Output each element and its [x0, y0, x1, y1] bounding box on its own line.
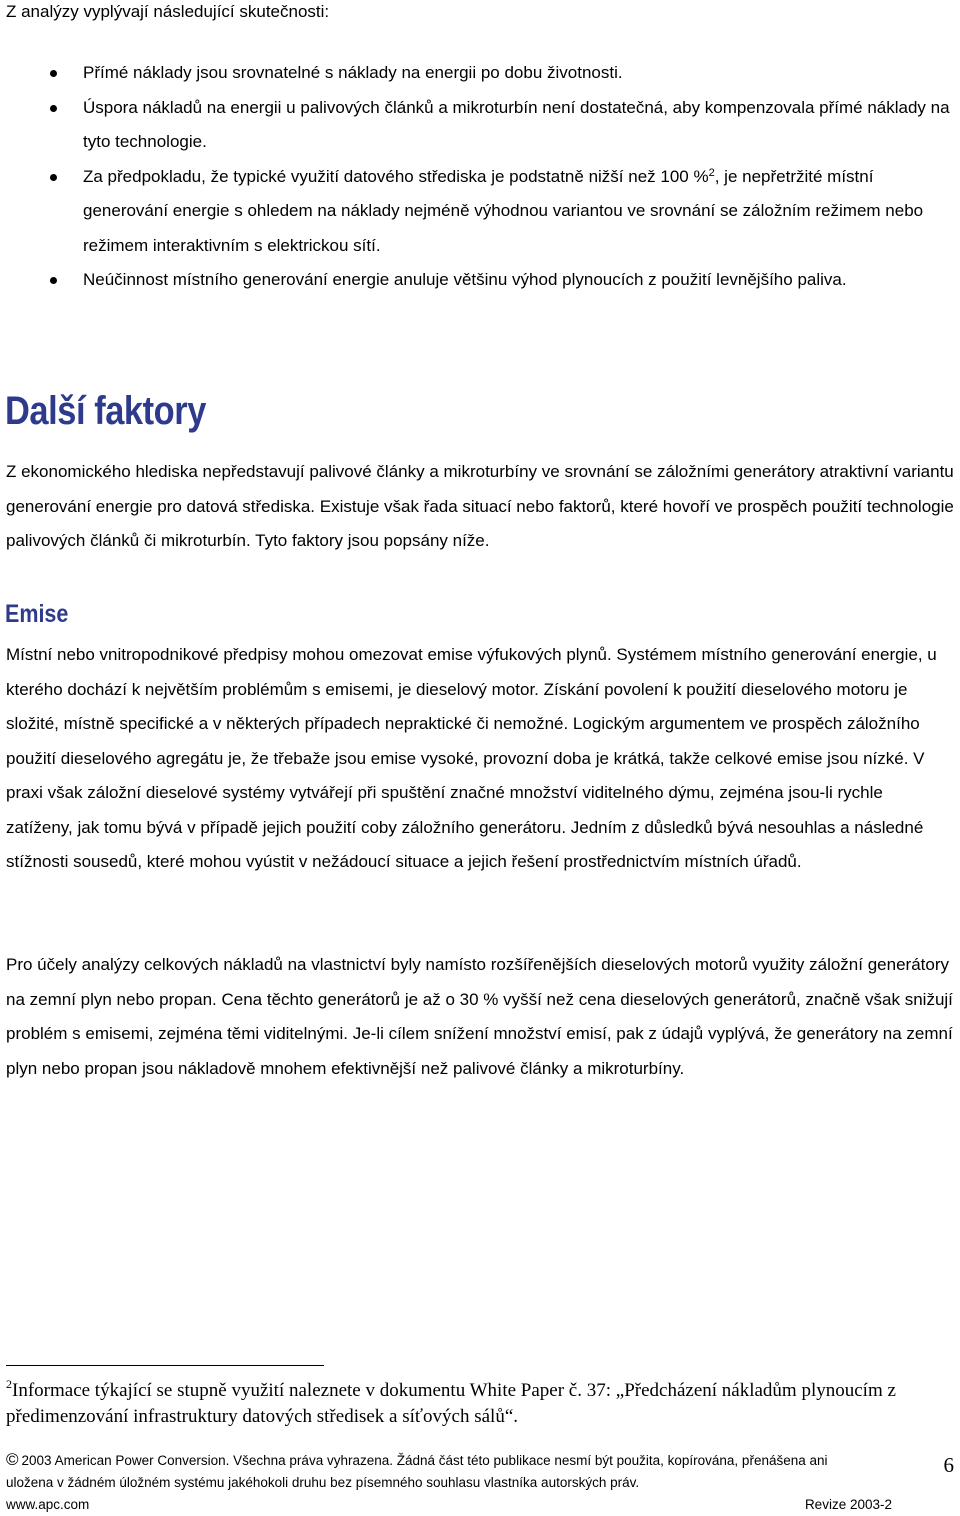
- footer-url[interactable]: www.apc.com: [6, 1497, 90, 1512]
- list-item: [0, 160, 950, 264]
- footer-revision: Revize 2003-2: [804, 1497, 892, 1512]
- page-number: 6: [943, 1453, 954, 1477]
- paragraph: Z ekonomického hlediska nepředstavují palivové články a mikroturbíny ve srovnání se záložními generátory atraktivní variantu generování energie pro datová střediska. Existuje však řada situací nebo faktorů, které hovoří ve prospěch použití technologie palivových článků či mikroturbín. Tyto faktory jsou popsány níže.: [6, 462, 954, 550]
- footer-line1: 2003 American Power Conversion. Všechna práva vyhrazena. Žádná část této publikace nesmí být použita, kopírována, přenášena ani: [21, 1453, 828, 1468]
- bullet-text: Neúčinnost místního generování energie anuluje většinu výhod plynoucích z použití levnějšího paliva.: [83, 270, 847, 289]
- footer-copyright-line: [6, 1450, 896, 1472]
- footnote-text: Informace týkající se stupně využití naleznete v dokumentu White Paper č. 37: „Předcházení nákladům plynoucím z předimenzování infrastruktury datových středisek a síťových sálů“.: [6, 1380, 896, 1427]
- bullet-text: Za předpokladu, že typické využití datového střediska je podstatně nižší než 100 %: [83, 166, 709, 186]
- list-item: [0, 91, 950, 160]
- subsection-heading: Emise: [5, 600, 69, 628]
- page-footer: [6, 1450, 896, 1516]
- bullet-text: Úspora nákladů na energii u palivových článků a mikroturbín není dostatečná, aby kompenzovala přímé náklady na tyto technologie.: [83, 97, 950, 151]
- footer-line2: uložena v žádném úložném systému jakéhokoli druhu bez písemného souhlasu vlastníka autorských práv.: [6, 1475, 640, 1490]
- bullet-list: [0, 56, 950, 298]
- footnote: [6, 1378, 946, 1430]
- bullet-text-cont: , je nepřetržité místní generování energie s ohledem na náklady nejméně výhodnou variantou ve srovnání se záložním režimem nebo režimem interaktivním s elektrickou sítí.: [83, 166, 924, 255]
- list-item: [0, 263, 950, 298]
- bullet-icon: [50, 105, 57, 112]
- list-item: [0, 56, 950, 91]
- footnote-divider: [6, 1365, 324, 1366]
- section-heading: Další faktory: [5, 389, 206, 433]
- bullet-text: Přímé náklady jsou srovnatelné s náklady na energii po dobu životnosti.: [83, 63, 623, 82]
- bullet-icon: [50, 70, 57, 77]
- bullet-icon: [50, 277, 57, 284]
- copyright-icon: ©: [6, 1450, 19, 1469]
- bullet-icon: [50, 174, 57, 181]
- footnote-number: 2: [6, 1377, 12, 1391]
- footnote-ref: 2: [708, 166, 715, 179]
- intro-text: Z analýzy vyplývají následující skutečnosti:: [6, 2, 330, 21]
- paragraph: Místní nebo vnitropodnikové předpisy mohou omezovat emise výfukových plynů. Systémem místního generování energie, u kterého dochází k největším problémům s emisemi, je dieselový motor. Získání povolení k použití dieselového motoru je složité, místně specifické a v některých případech nepraktické či nemožné. Logickým argumentem ve prospěch záložního použití dieselového agregátu je, že třebaže jsou emise vysoké, provozní doba je krátká, takže celkové emise jsou nízké. V praxi však záložní dieselové systémy vytvářejí při spuštění značné množství viditelného dýmu, zejména jsou-li rychle zatíženy, jak tomu bývá v případě jejich použití coby záložního generátoru. Jedním z důsledků bývá nesouhlas a následné stížnosti sousedů, které mohou vyústit v nežádoucí situace a jejich řešení prostřednictvím místních úřadů.: [6, 645, 937, 871]
- paragraph: Pro účely analýzy celkových nákladů na vlastnictví byly namísto rozšířenějších dieselových motorů využity záložní generátory na zemní plyn nebo propan. Cena těchto generátorů je až o 30 % vyšší než cena dieselových generátorů, značně však snižují problém s emisemi, zejména těmi viditelnými. Je-li cílem snížení množství emisí, pak z údajů vyplývá, že generátory na zemní plyn nebo propan jsou nákladově mnohem efektivnější než palivové články a mikroturbíny.: [6, 955, 953, 1078]
